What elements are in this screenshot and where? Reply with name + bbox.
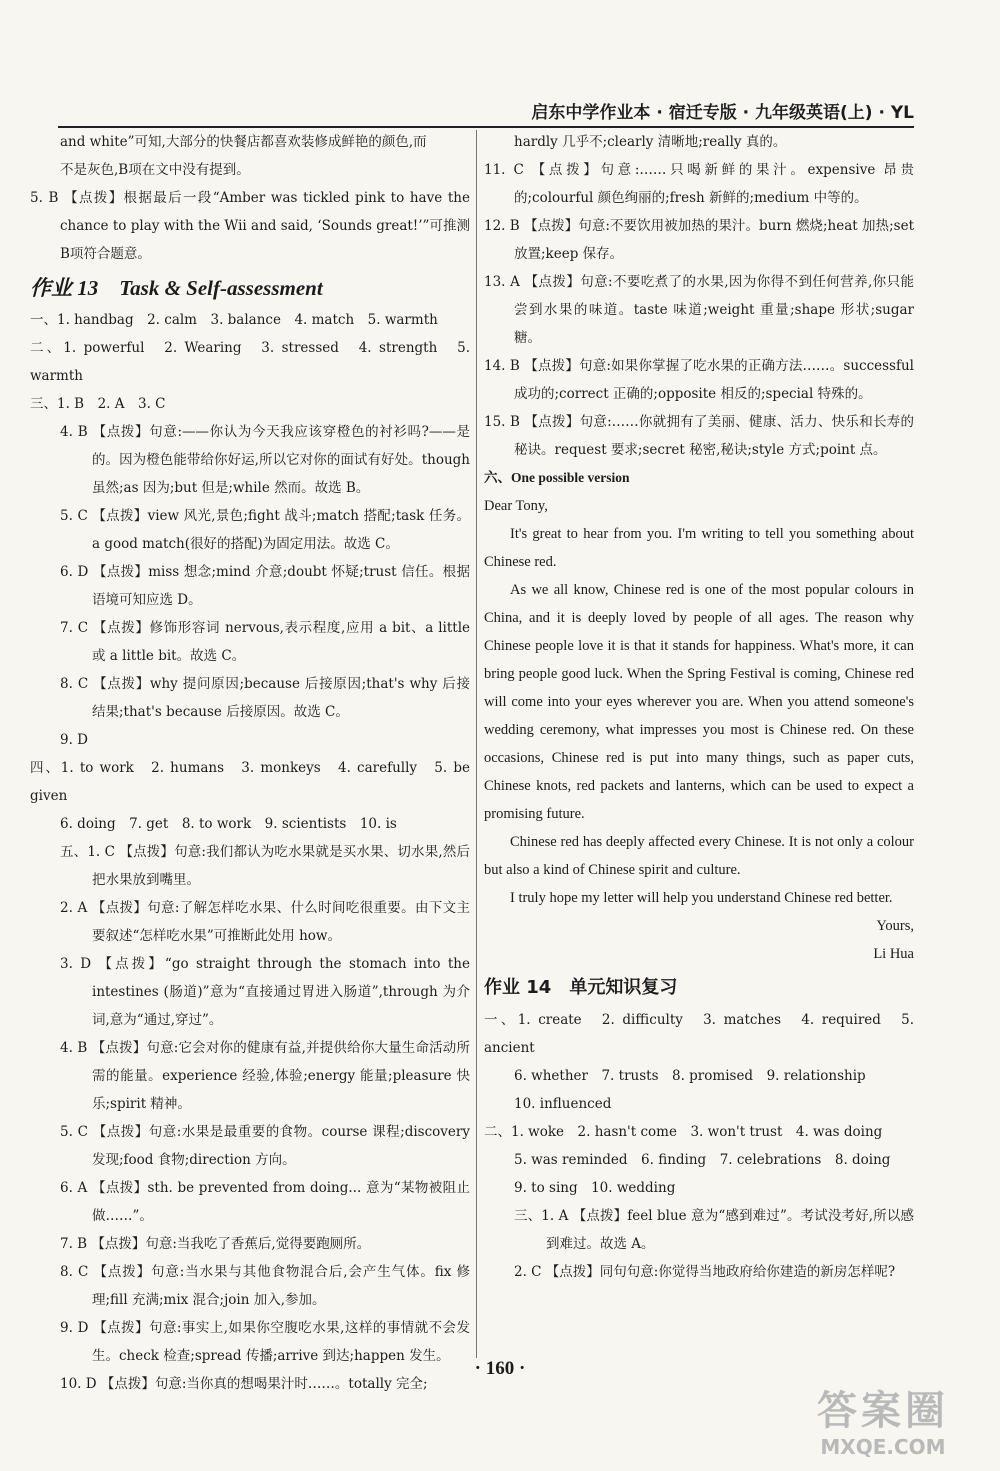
header-title: 启东中学作业本 · 宿迁专版 · 九年级英语(上) · YL	[531, 103, 914, 123]
answer-line: 6. A 【点拨】sth. be prevented from doing... 意为“某物被阻止做……”。	[60, 1180, 470, 1224]
answer-line: 8. C 【点拨】句意:当水果与其他食物混合后,会产生气体。fix 修理;fill 充满;mix 混合;join 加入,参加。	[60, 1264, 470, 1308]
answer-line: 三、1. B 2. A 3. C	[30, 396, 166, 412]
answer-line: and white”可知,大部分的快餐店都喜欢装修成鲜艳的颜色,而	[60, 134, 427, 150]
letter-paragraph: I truly hope my letter will help you understand Chinese red better.	[510, 890, 893, 906]
answer-line: 2. C 【点拨】同句句意:你觉得当地政府给你建造的新房怎样呢?	[514, 1264, 896, 1280]
letter-paragraph: As we all know, Chinese red is one of the most popular colours in China, and it is deeply loved by people of all ages. The reason why Chinese people love it is that it stands for happiness. What's more, it can bring people good luck. When the Spring Festival is coming, Chinese red will come into your eyes wherever you are. When you attend someone's wedding ceremony, what impresses you most is Chinese red. On these occasions, Chinese red is put into many things, such as paper cuts, Chinese knots, red packets and lanterns, which can be used to expect a promising future.	[484, 582, 914, 822]
answer-line: 5. C 【点拨】view 风光,景色;fight 战斗;match 搭配;task 任务。a good match(很好的搭配)为固定用法。故选 C。	[60, 508, 470, 552]
answer-line: 6. D 【点拨】miss 想念;mind 介意;doubt 怀疑;trust 信任。根据语境可知应选 D。	[60, 564, 470, 608]
answer-line: 15. B 【点拨】句意:……你就拥有了美丽、健康、活力、快乐和长寿的秘诀。request 要求;secret 秘密,秘诀;style 方式;point 点。	[484, 414, 914, 458]
answer-line: hardly 几乎不;clearly 清晰地;really 真的。	[514, 134, 787, 150]
answer-line: 7. C 【点拨】修饰形容词 nervous,表示程度,应用 a bit、a little 或 a little bit。故选 C。	[60, 620, 470, 664]
letter-greeting: Dear Tony,	[484, 498, 548, 514]
answer-list-right	[484, 128, 914, 464]
answer-line: 2. A 【点拨】句意:了解怎样吃水果、什么时间吃很重要。由下文主要叙述“怎样吃水果”可推断此处用 how。	[60, 900, 470, 944]
letter-paragraph: Chinese red has deeply affected every Chinese. It is not only a colour but also a kind of Chinese spirit and culture.	[484, 834, 914, 878]
answer-line: 6. doing 7. get 8. to work 9. scientists 10. is	[60, 816, 397, 832]
site-watermark	[788, 1388, 978, 1468]
answer-line: 6. whether 7. trusts 8. promised 9. relationship	[514, 1068, 866, 1084]
page-number: · 160 ·	[474, 1358, 526, 1379]
answer-line: 不是灰色,B项在文中没有提到。	[60, 162, 250, 178]
column-divider	[476, 130, 477, 1358]
answer-line: 7. B 【点拨】句意:当我吃了香蕉后,觉得要跑厕所。	[60, 1236, 371, 1252]
letter-signature: Li Hua	[873, 946, 914, 962]
answer-line: 一、1. create 2. difficulty 3. matches 4. required 5. ancient	[484, 1012, 914, 1056]
section-heading-14: 作业 14 单元知识复习	[484, 977, 678, 998]
answer-line: 14. B 【点拨】句意:如果你掌握了吃水果的正确方法……。successful 成功的;correct 正确的;opposite 相反的;special 特殊的。	[484, 358, 914, 402]
letter-label: 六、One possible version	[484, 470, 630, 485]
section-heading: 作业 13 Task & Self-assessment	[30, 276, 323, 300]
page-header	[58, 96, 914, 128]
answer-line: 二、1. woke 2. hasn't come 3. won't trust 4. was doing	[484, 1124, 883, 1140]
left-column	[30, 128, 470, 1398]
model-letter	[484, 464, 914, 968]
answer-line: 12. B 【点拨】句意:不要饮用被加热的果汁。burn 燃烧;heat 加热;set 放置;keep 保存。	[484, 218, 914, 262]
answer-line: 8. C 【点拨】why 提问原因;because 后接原因;that's why 后接结果;that's because 后接原因。故选 C。	[60, 676, 470, 720]
answer-line: 一、1. handbag 2. calm 3. balance 4. match 5. warmth	[30, 312, 438, 328]
answer-line: 11. C 【点拨】句意:……只喝新鲜的果汁。expensive 昂贵的;colourful 颜色绚丽的;fresh 新鲜的;medium 中等的。	[484, 162, 914, 206]
answer-line: 9. to sing 10. wedding	[514, 1180, 676, 1196]
letter-closing: Yours,	[876, 918, 914, 934]
right-column	[484, 128, 914, 1286]
answer-line: 4. B 【点拨】句意:它会对你的健康有益,并提供给你大量生命活动所需的能量。experience 经验,体验;energy 能量;pleasure 快乐;spirit 精神。	[60, 1040, 470, 1112]
answer-line: 二、1. powerful 2. Wearing 3. stressed 4. strength 5. warmth	[30, 340, 470, 384]
answer-line: 三、1. A 【点拨】feel blue 意为“感到难过”。考试没考好,所以感到难过。故选 A。	[514, 1208, 914, 1252]
answer-line: 9. D 【点拨】句意:事实上,如果你空腹吃水果,这样的事情就不会发生。check 检查;spread 传播;arrive 到达;happen 发生。	[60, 1320, 470, 1364]
letter-paragraph: It's great to hear from you. I'm writing to tell you something about Chinese red.	[484, 526, 914, 570]
watermark-url: MXQE.COM	[820, 1435, 946, 1459]
answer-line: 13. A 【点拨】句意:不要吃煮了的水果,因为你得不到任何营养,你只能尝到水果的味道。taste 味道;weight 重量;shape 形状;sugar 糖。	[484, 274, 914, 346]
answer-line: 5. C 【点拨】句意:水果是最重要的食物。course 课程;discovery 发现;food 食物;direction 方向。	[60, 1124, 470, 1168]
answer-line: 五、1. C 【点拨】句意:我们都认为吃水果就是买水果、切水果,然后把水果放到嘴里。	[60, 844, 470, 888]
answer-line: 四、1. to work 2. humans 3. monkeys 4. carefully 5. be given	[30, 760, 470, 804]
answer-line: 10. D 【点拨】句意:当你真的想喝果汁时……。totally 完全;	[60, 1376, 428, 1392]
answer-line: 5. B 【点拨】根据最后一段“Amber was tickled pink to have the chance to play with the Wii and said, ‘Sounds great!’”可推测B项符合题意。	[30, 190, 470, 262]
answer-list-section-14	[484, 1006, 914, 1286]
watermark-logo-text: 答案圈	[817, 1388, 949, 1434]
answer-line: 3. D 【点拨】“go straight through the stomach into the intestines (肠道)”意为“直接通过胃进入肠道”,through 为介词,意为“通过,穿过”。	[60, 956, 470, 1028]
answer-line: 5. was reminded 6. finding 7. celebrations 8. doing	[514, 1152, 891, 1168]
answer-line: 9. D	[60, 732, 88, 748]
answer-line: 10. influenced	[514, 1096, 612, 1112]
answer-line: 4. B 【点拨】句意:——你认为今天我应该穿橙色的衬衫吗?——是的。因为橙色能带给你好运,所以它对你的面试有好处。though 虽然;as 因为;but 但是;while 然而。故选 B。	[60, 424, 470, 496]
